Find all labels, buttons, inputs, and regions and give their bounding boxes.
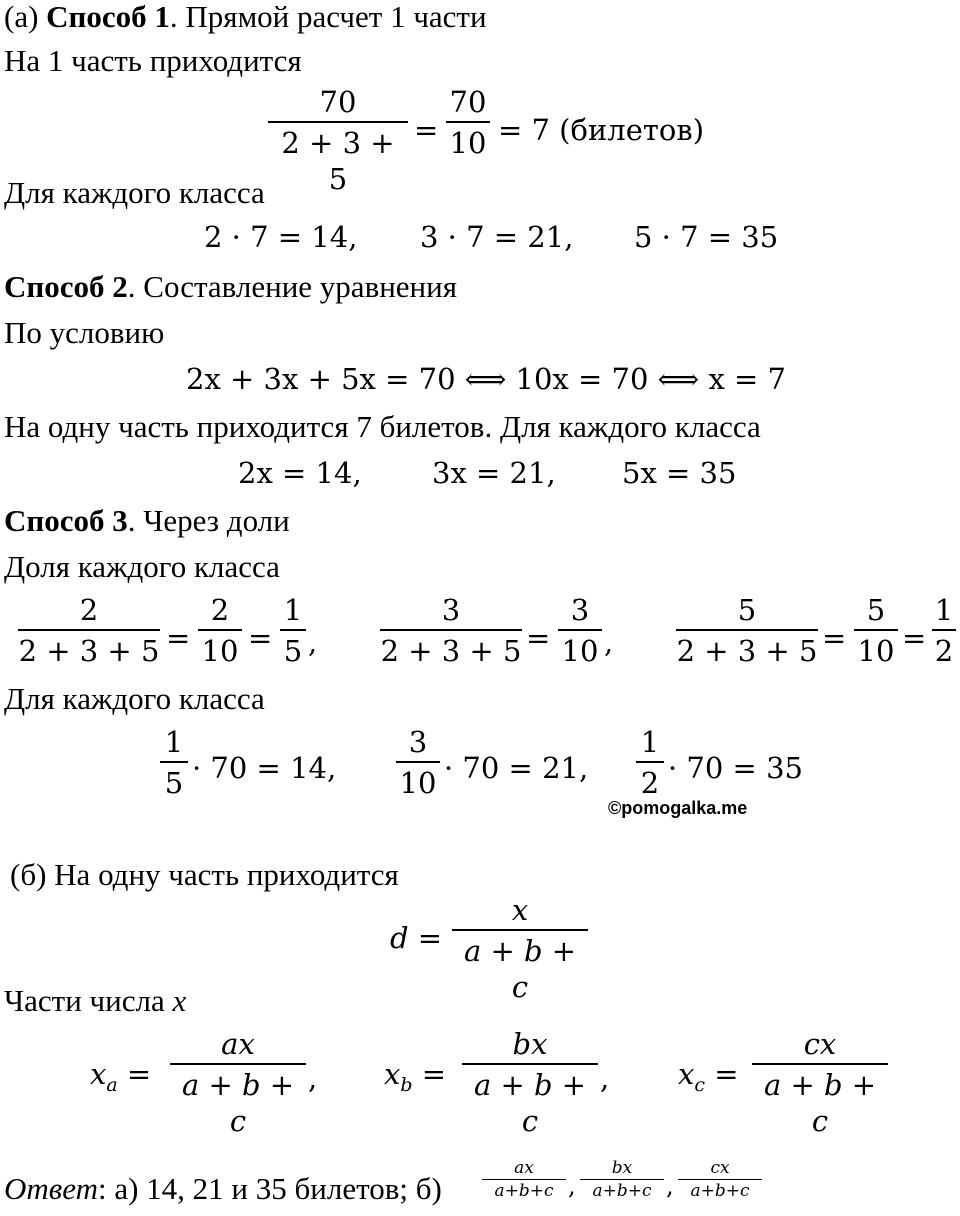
share1-frac2: 2 10 <box>198 592 242 669</box>
method2-heading: Способ 2. Составление уравнения <box>4 269 457 304</box>
share-product-1-tail: · 70 = 14, <box>192 751 337 785</box>
share-line: Доля каждого класса <box>4 549 280 584</box>
xb-fraction: bx a + b + c <box>462 1026 598 1139</box>
per-part-line: На 1 часть приходится <box>4 43 302 78</box>
equals-sign: = <box>248 621 273 655</box>
share-product-2-frac: 3 10 <box>396 724 440 801</box>
share-product-1-frac: 1 5 <box>160 724 188 801</box>
result-tickets: = 7 (билетов) <box>498 113 705 147</box>
seven-tickets-line: На одну часть приходится 7 билетов. Для каждого класса <box>4 409 761 444</box>
comma: , <box>604 625 614 659</box>
equation-line: 2x + 3x + 5x = 70 ⟺ 10x = 70 ⟺ x = 7 <box>186 362 786 396</box>
comma: , <box>308 1061 318 1095</box>
answer-line: Ответ: а) 14, 21 и 35 билетов; б) <box>4 1171 442 1206</box>
watermark: ©pomogalka.me <box>608 798 748 818</box>
d-fraction: x a + b + c <box>452 892 588 1005</box>
share-product-2-tail: · 70 = 21, <box>444 751 589 785</box>
answer-frac-bx: bx a+b+c <box>580 1158 664 1201</box>
answer-frac-cx: cx a+b+c <box>678 1158 762 1201</box>
share-product-3-tail: · 70 = 35 <box>668 751 803 785</box>
fraction-70-over-sum: 70 2 + 3 + 5 <box>268 84 408 197</box>
product-3: 5 · 7 = 35 <box>634 220 779 254</box>
condition-line: По условию <box>4 315 165 350</box>
method1-heading: (а) Способ 1. Прямой расчет 1 части <box>4 0 487 34</box>
xa-lhs: $x_a$ = <box>90 1057 152 1096</box>
product-2x: 2x = 14, <box>238 456 362 490</box>
share3-frac3: 1 2 <box>932 592 956 669</box>
product-5x: 5x = 35 <box>622 456 737 490</box>
each-class-line: Для каждого класса <box>4 175 265 210</box>
equals-sign: = <box>166 621 191 655</box>
product-1: 2 · 7 = 14, <box>204 220 358 254</box>
comma: , <box>308 625 318 659</box>
fraction-70-over-10: 70 10 <box>446 84 490 161</box>
answer-frac-ax: ax a+b+c <box>482 1158 566 1201</box>
product-2: 3 · 7 = 21, <box>420 220 574 254</box>
each-class-line-2: Для каждого класса <box>4 681 265 716</box>
share2-frac2: 3 10 <box>558 592 602 669</box>
part-b-intro: (б) На одну часть приходится <box>10 857 399 892</box>
method3-heading: Способ 3. Через доли <box>4 503 290 538</box>
xb-lhs: $x_b$ = <box>384 1057 447 1096</box>
share3-frac1: 5 2 + 3 + 5 <box>676 593 818 668</box>
share-product-3-frac: 1 2 <box>636 724 664 801</box>
share2-frac1: 3 2 + 3 + 5 <box>380 593 522 668</box>
equals-sign: = <box>414 113 439 147</box>
parts-line: Части числа x <box>4 983 187 1018</box>
d-lhs: d = <box>390 921 443 955</box>
equals-sign: = <box>526 621 551 655</box>
comma: , <box>666 1172 674 1200</box>
share3-frac2: 5 10 <box>854 592 898 669</box>
comma: , <box>600 1061 610 1095</box>
product-3x: 3x = 21, <box>432 456 556 490</box>
share1-frac1: 2 2 + 3 + 5 <box>18 593 160 668</box>
share1-frac3: 1 5 <box>280 592 306 669</box>
xc-fraction: cx a + b + c <box>752 1026 888 1139</box>
xc-lhs: $x_c$ = <box>678 1057 739 1096</box>
xa-fraction: ax a + b + c <box>170 1026 306 1139</box>
comma: , <box>568 1172 576 1200</box>
equals-sign: = <box>822 621 847 655</box>
equals-sign: = <box>902 621 927 655</box>
